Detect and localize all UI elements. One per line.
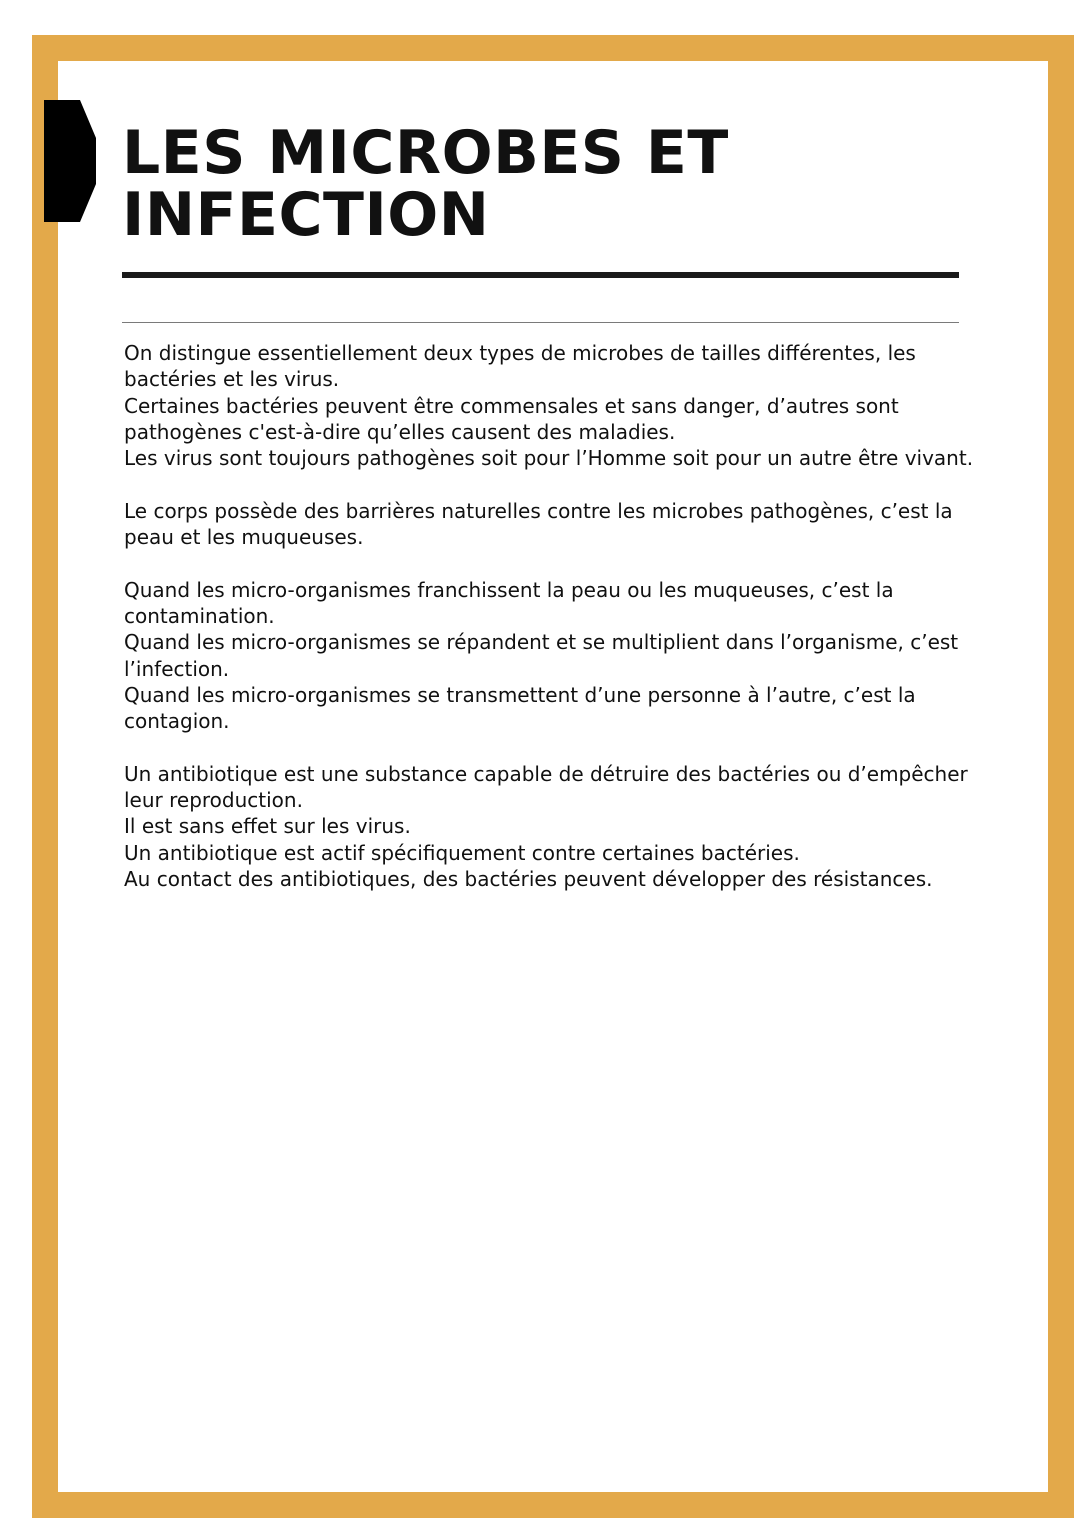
text-line: leur reproduction.: [124, 788, 303, 813]
text-line: Il est sans effet sur les virus.: [124, 814, 411, 839]
text-line: Certaines bactéries peuvent être commensales et sans danger, d’autres sont: [124, 393, 899, 418]
text-line: peau et les muqueuses.: [124, 525, 364, 550]
text-line: contamination.: [124, 603, 275, 628]
text-line: Un antibiotique est actif spécifiquement contre certaines bactéries.: [124, 840, 800, 865]
title-line-1: LES MICROBES ET: [122, 118, 729, 188]
body-text: [124, 340, 974, 919]
text-line: l’infection.: [124, 656, 230, 681]
text-line: Au contact des antibiotiques, des bactéries peuvent développer des résistances.: [124, 866, 933, 891]
title-line-2: INFECTION: [122, 180, 490, 250]
paragraph-contamination: [124, 577, 959, 735]
text-line: Quand les micro-organismes franchissent la peau ou les muqueuses, c’est la: [124, 577, 894, 602]
text-line: pathogènes c'est-à-dire qu’elles causent des maladies.: [124, 419, 676, 444]
text-line: bactéries et les virus.: [124, 367, 340, 392]
text-line: Quand les micro-organismes se répandent et se multiplient dans l’organisme, c’est: [124, 630, 959, 655]
page-title: [122, 118, 729, 250]
paragraph-microbe-types: [124, 340, 974, 471]
text-line: contagion.: [124, 709, 230, 734]
paragraph-antibiotics: [124, 761, 968, 892]
text-line: Un antibiotique est une substance capable de détruire des bactéries ou d’empêcher: [124, 761, 968, 786]
text-line: Le corps possède des barrières naturelles contre les microbes pathogènes, c’est la: [124, 498, 953, 523]
text-line: On distingue essentiellement deux types de microbes de tailles différentes, les: [124, 341, 916, 365]
content-divider: [122, 322, 959, 323]
section-marker-icon: [44, 100, 96, 222]
text-line: Quand les micro-organismes se transmettent d’une personne à l’autre, c’est la: [124, 682, 916, 707]
title-divider: [122, 272, 959, 278]
text-line: Les virus sont toujours pathogènes soit pour l’Homme soit pour un autre être vivant.: [124, 446, 974, 471]
paragraph-natural-barriers: [124, 498, 954, 551]
